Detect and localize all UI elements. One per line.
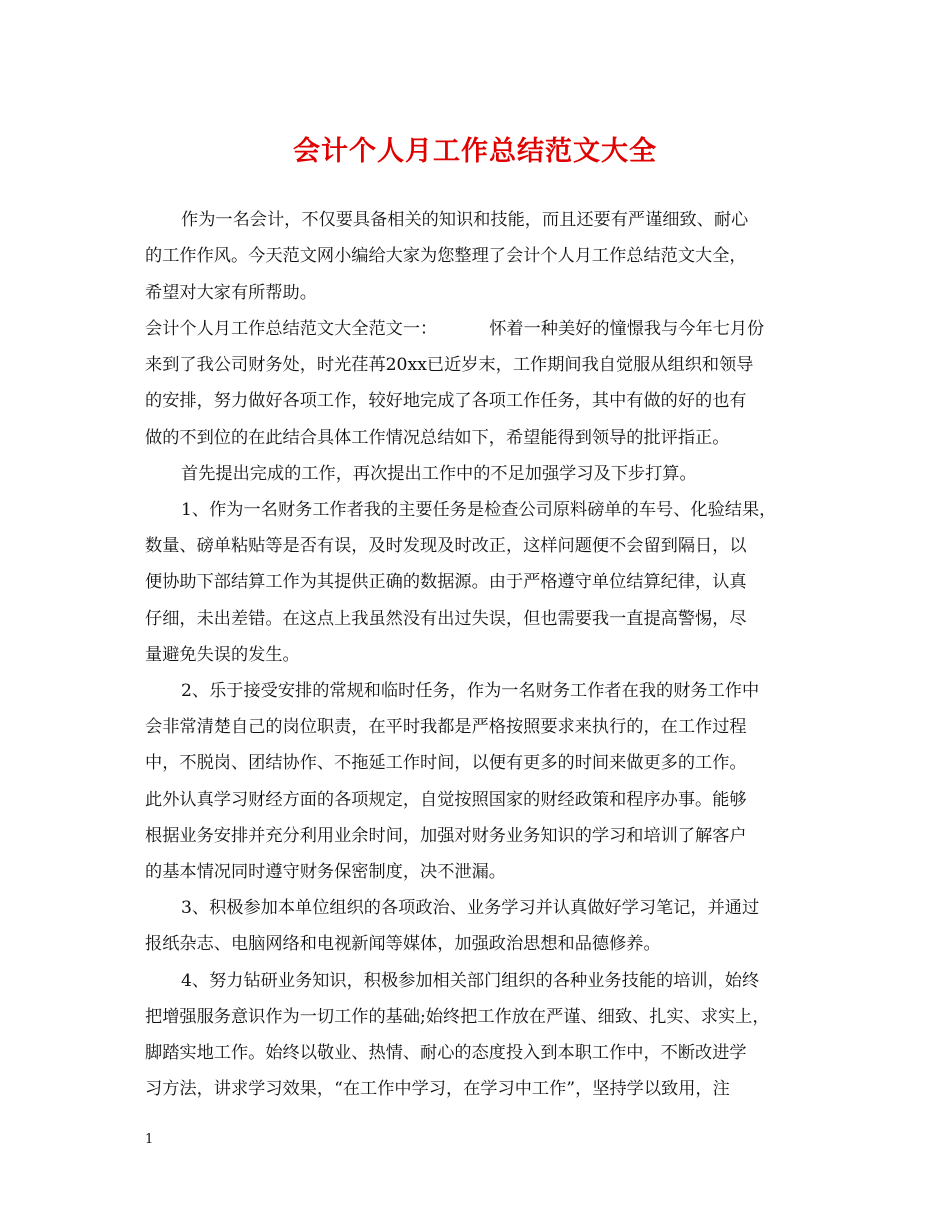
paragraph-line: 4、努力钻研业务知识，积极参加相关部门组织的各种业务技能的培训，始终	[181, 971, 760, 991]
paragraph-line: 作为一名会计，不仅要具备相关的知识和技能，而且还要有严谨细致、耐心	[181, 210, 749, 230]
section-heading-line	[145, 317, 825, 341]
paragraph-line: 量避免失误的发生。	[145, 645, 300, 665]
paragraph-line: 此外认真学习财经方面的各项规定，自觉按照国家的财经政策和程序办事。能够	[145, 790, 747, 810]
section-heading: 会计个人月工作总结范文大全范文一：	[145, 319, 438, 339]
paragraph-line: 中，不脱岗、团结协作、不拖延工作时间，以便有更多的时间来做更多的工作。	[145, 753, 747, 773]
paragraph-line: 的安排，努力做好各项工作，较好地完成了各项工作任务，其中有做的好的也有	[145, 391, 747, 411]
paragraph-line: 根据业务安排并充分利用业余时间，加强对财务业务知识的学习和培训了解客户	[145, 826, 747, 846]
paragraph-line: 3、积极参加本单位组织的各项政治、业务学习并认真做好学习笔记，并通过	[181, 898, 760, 918]
paragraph-line: 便协助下部结算工作为其提供正确的数据源。由于严格遵守单位结算纪律，认真	[145, 572, 747, 592]
paragraph-line: 把增强服务意识作为一切工作的基础;始终把工作放在严谨、细致、扎实、求实上，	[145, 1007, 770, 1027]
paragraph-line: 希望对大家有所帮助。	[145, 283, 317, 303]
paragraph-line: 报纸杂志、电脑网络和电视新闻等媒体，加强政治思想和品德修养。	[145, 934, 661, 954]
paragraph-line: 首先提出完成的工作，再次提出工作中的不足加强学习及下步打算。	[181, 464, 697, 484]
paragraph-text: 怀着一种美好的憧憬我与今年七月份	[489, 319, 765, 339]
paragraph-line: 1、作为一名财务工作者我的主要任务是检查公司原料磅单的车号、化验结果，	[181, 500, 777, 520]
paragraph-line: 习方法，讲求学习效果，“在工作中学习，在学习中工作”，坚持学以致用，注	[145, 1079, 730, 1099]
paragraph-line: 做的不到位的在此结合具体工作情况总结如下，希望能得到领导的批评指正。	[145, 428, 730, 448]
paragraph-line: 的基本情况同时遵守财务保密制度，决不泄漏。	[145, 862, 506, 882]
page-number: 1	[145, 1132, 154, 1147]
paragraph-line: 会非常清楚自己的岗位职责，在平时我都是严格按照要求来执行的，在工作过程	[145, 717, 747, 737]
paragraph-line: 脚踏实地工作。始终以敬业、热情、耐心的态度投入到本职工作中，不断改进学	[145, 1043, 747, 1063]
paragraph-line: 2、乐于接受安排的常规和临时任务，作为一名财务工作者在我的财务工作中	[181, 681, 760, 701]
paragraph-line: 仔细，未出差错。在这点上我虽然没有出过失误，但也需要我一直提高警惕，尽	[145, 609, 747, 629]
paragraph-line: 来到了我公司财务处，时光荏苒20xx已近岁末，工作期间我自觉服从组织和领导	[145, 355, 754, 375]
document-title: 会计个人月工作总结范文大全	[293, 136, 657, 167]
paragraph-line: 数量、磅单粘贴等是否有误，及时发现及时改正，这样问题便不会留到隔日，以	[145, 536, 747, 556]
paragraph-line: 的工作作风。今天范文网小编给大家为您整理了会计个人月工作总结范文大全，	[145, 246, 747, 266]
